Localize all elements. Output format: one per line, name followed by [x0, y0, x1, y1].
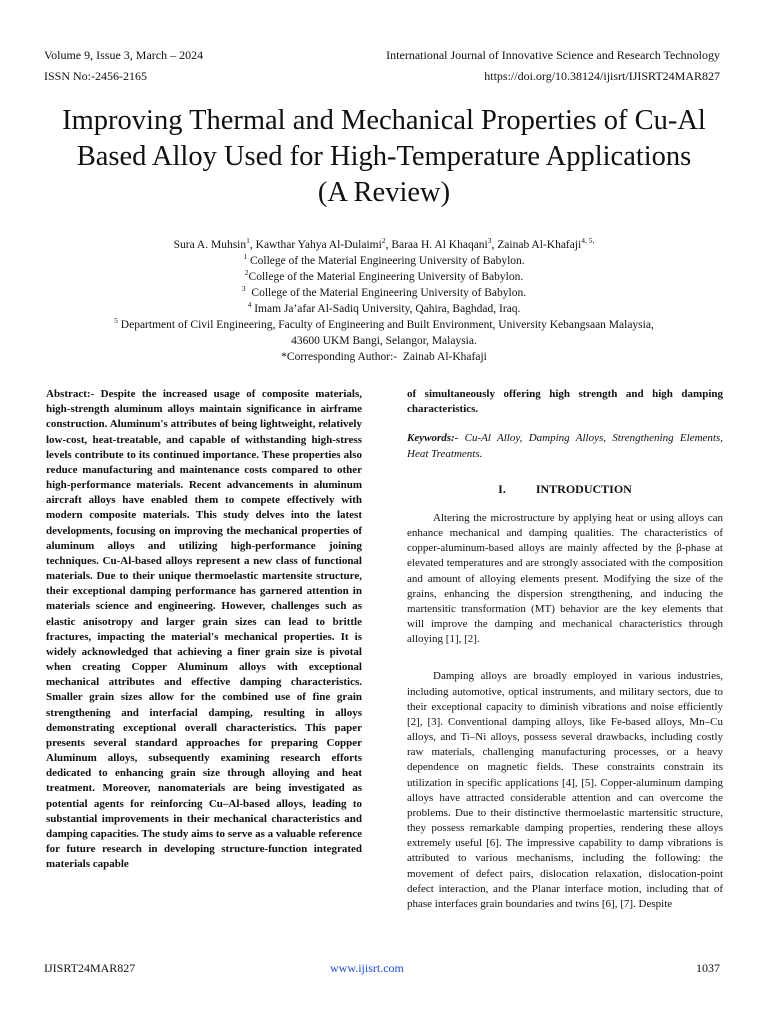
abstract-continuation: of simultaneously offering high strength and high damping characteristics.: [407, 388, 723, 416]
abstract-text: Abstract:- Despite the increased usage of composite materials, high-strength aluminum alloys maintain significance in airframe construction. Aluminum's attributes of being lightweight, relatively low-cost, heat-treatable, and capable of withstanding high-stress levels contribute to its continued importance. These properties also reduce manufacturing and maintenance costs compared to other high-performance materials. Recent advancements in aluminum aircraft alloys have enabled them to compete effectively with modern composite materials. This study delves into the latest developments, focusing on improving the mechanical properties of aluminum alloys and utilizing high-performance joining techniques. Cu-Al-based alloys represent a new class of functional materials. Due to their unique thermoelastic martensite structure, their exceptional damping performance has garnered attention in materials science and engineering. However, challenges such as elastic anisotropy and larger grain sizes can lead to brittle fractures, impacting the material's mechanical properties. It is widely acknowledged that achieving a finer grain size is pivotal when creating Copper Aluminum alloys with exceptional mechanical attributes and effective damping characteristics. Smaller grain sizes allow for the combined use of fine grain strengthening and interfacial damping, resulting in alloys demonstrating exceptional overall characteristics. This paper presents several standard approaches for preparing Copper Aluminum alloys, subsequently examining research efforts dedicated to enhancing grain size through alloying and heat treatment. Moreover, nanomaterials are being investigated as potential agents for reinforcing Cu–Al-based alloys, leading to substantial improvements in their mechanical characteristics and damping capacities. The study aims to serve as a valuable reference for future research in developing structure-function integrated materials capable: [46, 388, 362, 871]
affiliation-text: College of the Material Engineering University of Babylon.: [245, 287, 527, 299]
section-title: INTRODUCTION: [535, 481, 632, 496]
section-heading: [407, 482, 723, 497]
affiliation-superscript: 2: [244, 268, 249, 278]
affiliation-5-address: 43600 UKM Bangi, Selangor, Malaysia.: [291, 335, 477, 347]
affiliation-text: Department of Civil Engineering, Faculty of Engineering and Built Environment, University Kebangsaan Malaysia,: [117, 319, 654, 331]
page-number: 1037: [696, 961, 720, 975]
author-list: [20, 237, 748, 253]
journal-name: International Journal of Innovative Science and Research Technology: [386, 48, 720, 62]
doi-link[interactable]: https://doi.org/10.38124/ijisrt/IJISRT24MAR827: [484, 69, 720, 83]
paper-title: [20, 103, 748, 211]
title-line-2: Based Alloy Used for High-Temperature Applications: [76, 141, 692, 172]
affiliation-text: College of the Material Engineering University of Babylon.: [248, 271, 524, 283]
author-superscript: 2: [381, 236, 386, 246]
keywords-label: Keywords:-: [407, 432, 459, 445]
footer-paper-id: IJISRT24MAR827: [44, 961, 136, 975]
author-superscript: 3: [487, 236, 492, 246]
title-line-3: (A Review): [317, 177, 451, 208]
affiliation-text: Imam Ja’afar Al-Sadiq University, Qahira, Baghdad, Iraq.: [251, 303, 521, 315]
affiliation-4: [20, 301, 748, 317]
right-column: [407, 387, 723, 912]
author-superscript: 1: [246, 236, 250, 246]
affiliation-3: [20, 285, 748, 301]
affiliation-1: [20, 253, 748, 269]
author-name: , Zainab Al-Khafaji: [491, 239, 582, 251]
title-line-1: Improving Thermal and Mechanical Properties of Cu-Al: [62, 105, 706, 136]
affiliation-superscript: 5: [114, 316, 118, 326]
keywords-text: Cu-Al Alloy, Damping Alloys, Strengthening Elements, Heat Treatments.: [407, 432, 723, 460]
abstract-column: [46, 387, 362, 873]
affiliation-superscript: 3: [241, 284, 246, 294]
intro-paragraph-1: Altering the microstructure by applying heat or using alloys can enhance mechanical and damping qualities. The characteristics of copper-aluminum-based alloys are mainly affected by the β-phase at elevated temperatures and are strongly associated with the composition and amount of alloying elements present. Modifying the size of the grains, enhancing the dispersion strengthening, and inducing the martensitic transformation (MT) behavior are the key elements that will improve the damping and mechanical characteristics through alloying [1], [2].: [407, 511, 723, 646]
paragraph-spacer: [407, 647, 723, 669]
author-name: , Baraa H. Al Khaqani: [385, 239, 488, 251]
issn: ISSN No:-2456-2165: [44, 69, 148, 83]
section-number: I.: [498, 481, 506, 496]
journal-volume: Volume 9, Issue 3, March – 2024: [44, 48, 204, 62]
author-name: Sura A. Muhsin: [173, 239, 247, 251]
corresponding-author: *Corresponding Author:- Zainab Al-Khafaji: [281, 351, 487, 363]
author-block: [20, 237, 748, 365]
author-superscript: 4, 5,: [581, 236, 595, 246]
footer-website-link[interactable]: www.ijisrt.com: [330, 961, 404, 975]
author-name: , Kawthar Yahya Al-Dulaimi: [249, 239, 382, 251]
affiliation-text: College of the Material Engineering University of Babylon.: [247, 255, 525, 267]
intro-paragraph-2: Damping alloys are broadly employed in various industries, including automotive, optical instruments, and military sectors, due to their exceptional capacity to diminish vibrations and noise efficiently [2], [3]. Conventional damping alloys, like Fe-based alloys, Mn–Cu alloys, and Ti–Ni alloys, possess several drawbacks, including costly raw materials, challenging manufacturing processes, or a heavy dependence on magnetic fields. These constraints constrain its utilization in specific applications [4], [5]. Copper-aluminum damping alloys have attracted considerable attention and can overcome the problems. Due to their distinctive thermoelastic martensitic structure, they possess remarkable damping properties, rendering these alloys extremely useful [6]. The impressive capability to damp vibrations is attributed to various mechanisms, including the following: the movement of defect pairs, dislocation relaxation, dislocation-point defect interaction, and the Planar interface motion, including that of phase interfaces grain boundaries and twins [6], [7]. Despite: [407, 670, 723, 910]
affiliation-superscript: 1: [243, 252, 248, 262]
affiliation-2: [20, 269, 748, 285]
affiliation-superscript: 4: [247, 300, 252, 310]
affiliation-5: [20, 317, 748, 333]
keywords: [407, 431, 723, 461]
